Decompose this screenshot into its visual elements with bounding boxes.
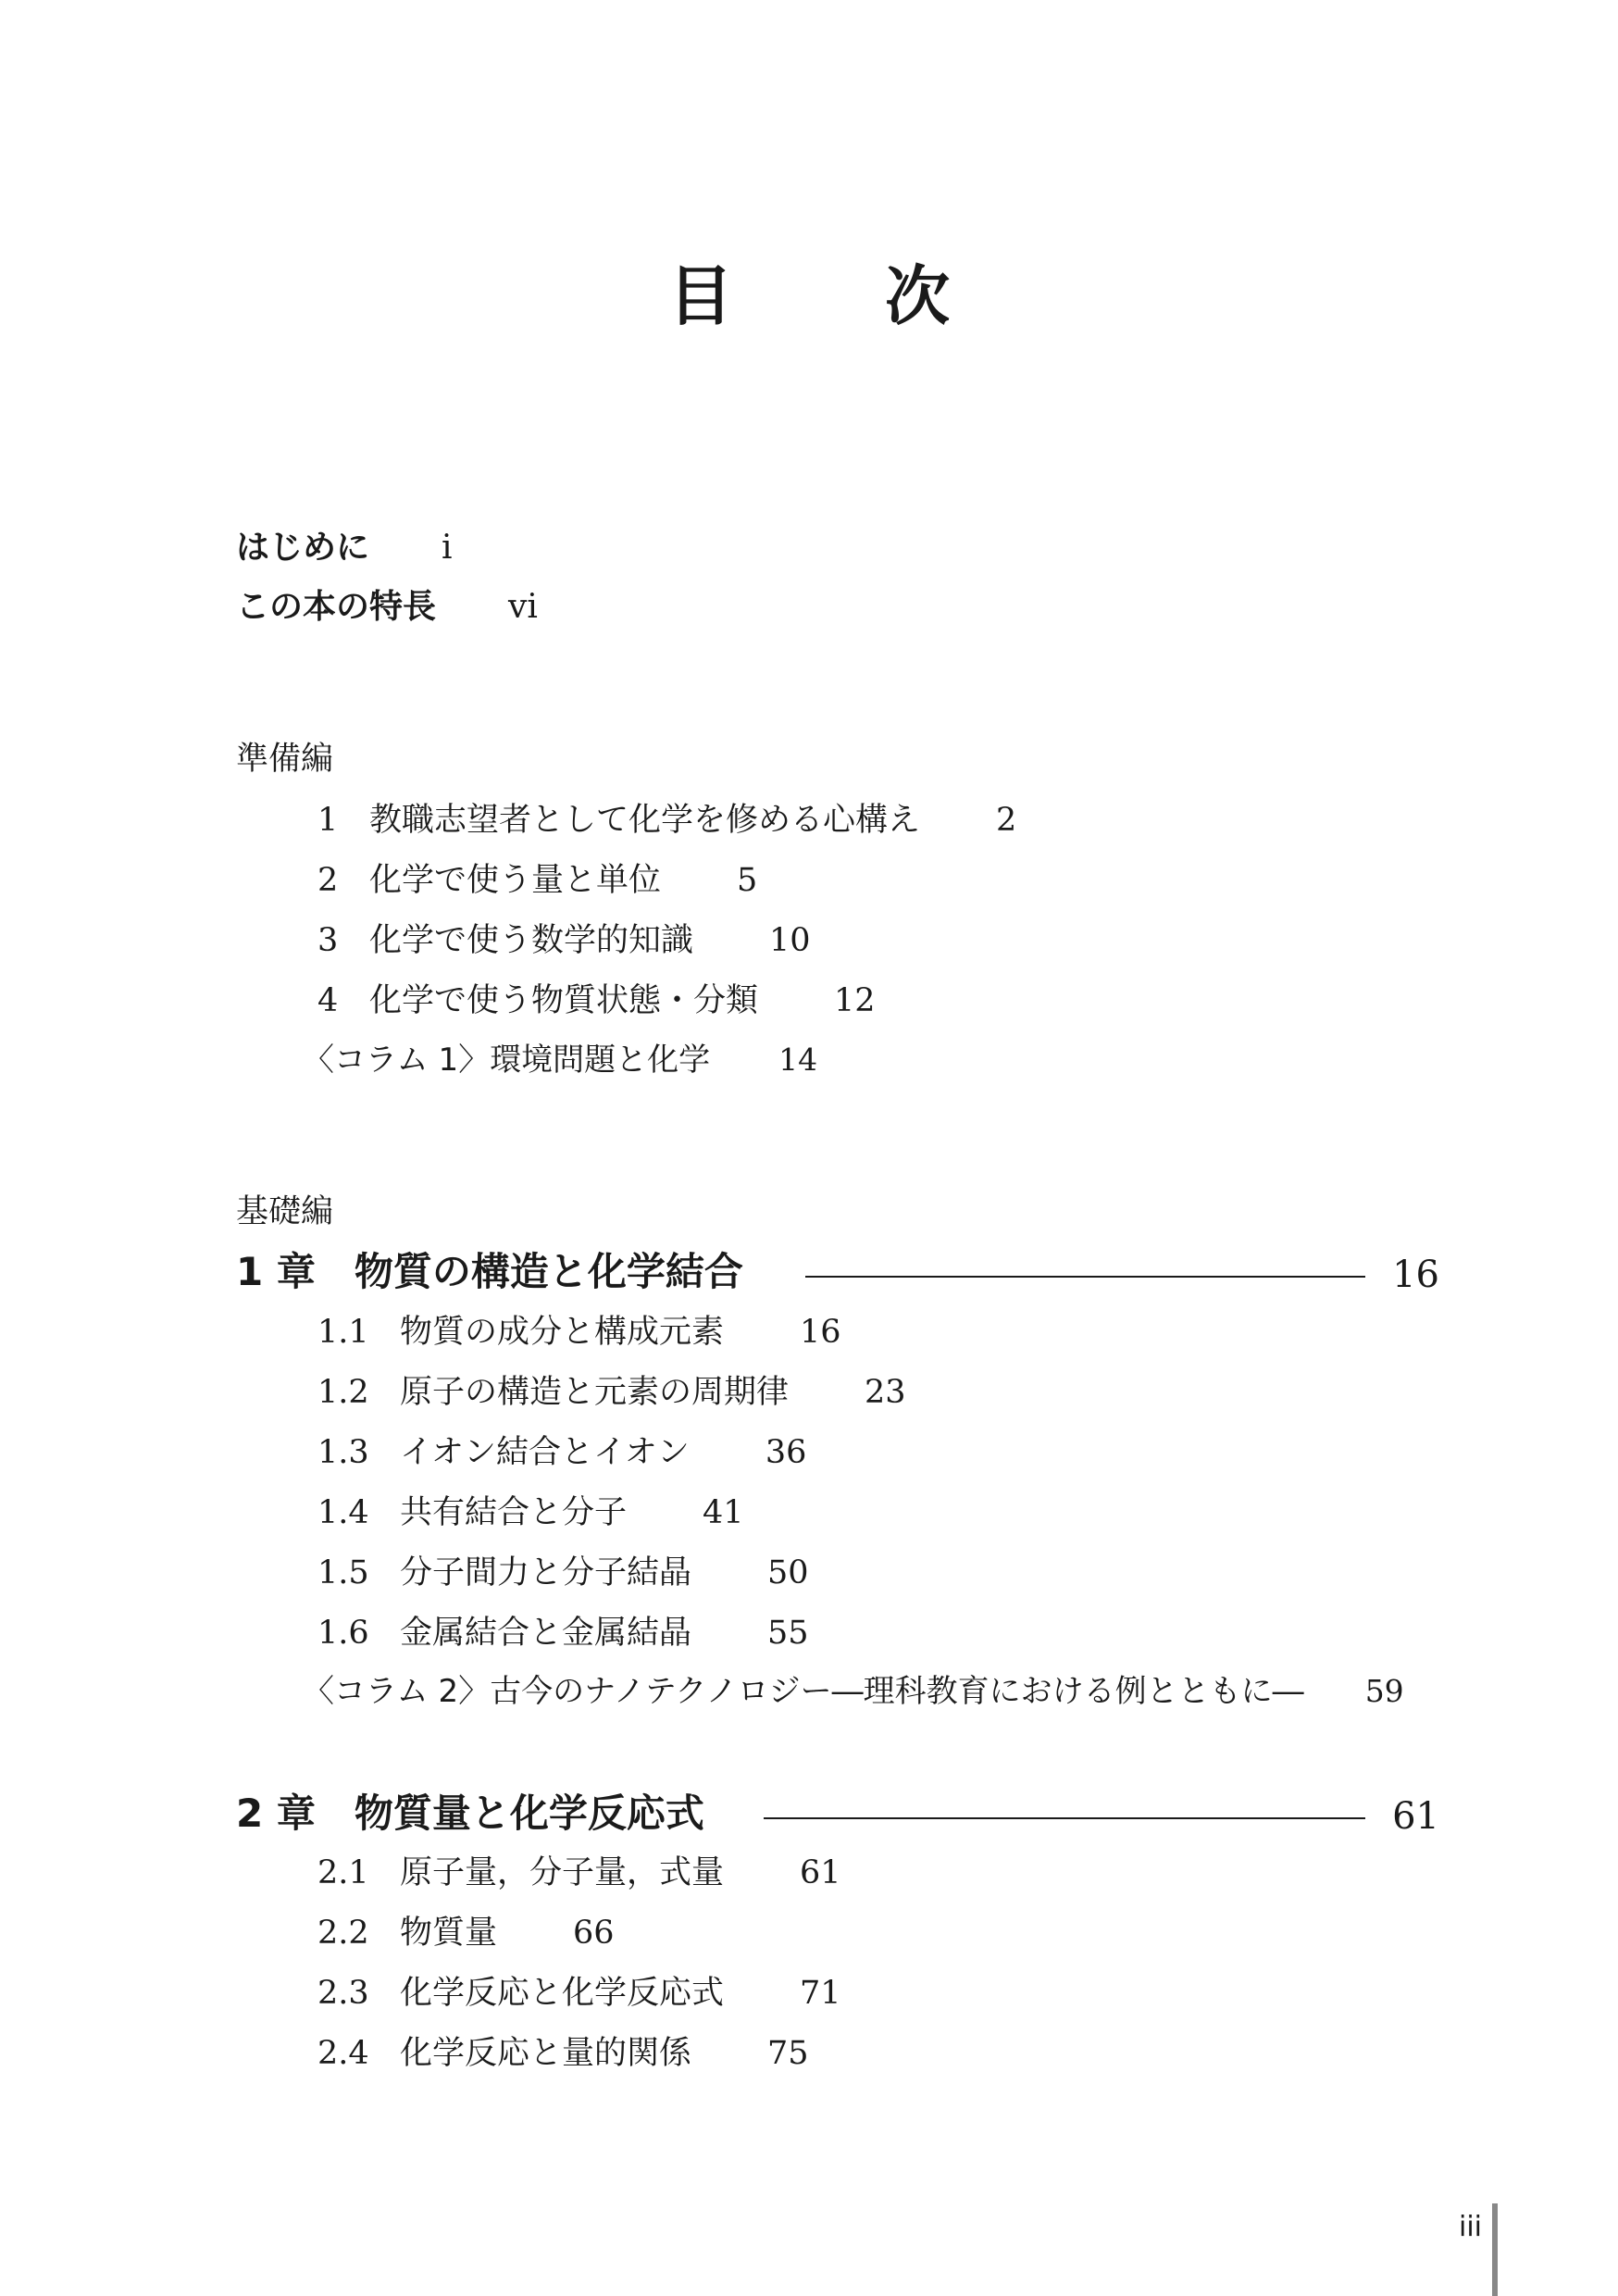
toc-item-label: 金属結合と金属結晶 — [400, 1615, 692, 1652]
leader-rule — [805, 1276, 1365, 1278]
toc-column-label: 〈コラム 2〉古今のナノテクノロジー―理科教育における例とともに― — [303, 1673, 1304, 1710]
toc-item-label: 化学反応と量的関係 — [400, 2035, 692, 2072]
toc-item-label: 化学反応と化学反応式 — [400, 1975, 725, 2012]
toc-item[interactable] — [317, 982, 876, 1019]
toc-label: この本の特長 — [236, 588, 437, 626]
toc-label: はじめに — [236, 529, 370, 567]
toc-item-label: 原子量，分子量，式量 — [400, 1854, 725, 1891]
toc-item[interactable] — [317, 1374, 906, 1411]
toc-item-page: 71 — [800, 1975, 841, 2012]
toc-item-page: 10 — [769, 922, 811, 959]
toc-item-label: 物質の成分と構成元素 — [400, 1314, 725, 1351]
toc-item[interactable] — [317, 1975, 841, 2012]
leader-rule — [764, 1817, 1365, 1819]
toc-item[interactable] — [317, 922, 811, 959]
toc-item-label: 分子間力と分子結晶 — [400, 1554, 692, 1591]
part-heading-prep: 準備編 — [236, 741, 334, 778]
toc-item-page: 12 — [834, 982, 876, 1019]
part-heading-basic: 基礎編 — [236, 1193, 334, 1230]
toc-item[interactable] — [317, 1554, 809, 1591]
toc-item-number: 2 — [317, 862, 339, 899]
toc-item-number: 2.1 — [317, 1854, 369, 1891]
edge-bar — [1492, 2203, 1498, 2296]
toc-item-page: 23 — [865, 1374, 906, 1411]
toc-item-number: 4 — [317, 982, 339, 1019]
toc-page: vi — [508, 588, 538, 626]
toc-chapter-page: 16 — [1392, 1254, 1439, 1296]
toc-item-number: 1 — [317, 802, 339, 839]
toc-item-number: 2.3 — [317, 1975, 369, 2012]
toc-column-page: 14 — [778, 1042, 818, 1078]
toc-column-page: 59 — [1364, 1673, 1404, 1709]
toc-column-2[interactable] — [303, 1673, 1404, 1710]
toc-item-number: 2.4 — [317, 2035, 369, 2072]
toc-item[interactable] — [317, 1434, 807, 1471]
toc-item-number: 1.5 — [317, 1554, 369, 1591]
page-number: iii — [1459, 2211, 1483, 2243]
toc-item-page: 75 — [767, 2035, 809, 2072]
toc-item-page: 41 — [703, 1494, 744, 1531]
toc-item-number: 1.4 — [317, 1494, 369, 1531]
toc-item-label: 原子の構造と元素の周期律 — [400, 1374, 790, 1411]
toc-item-number: 1.2 — [317, 1374, 369, 1411]
toc-item-number: 1.3 — [317, 1434, 369, 1471]
toc-item-page: 50 — [767, 1554, 809, 1591]
toc-page: i — [442, 529, 453, 567]
toc-front-preface[interactable] — [236, 531, 453, 565]
toc-column-label: 〈コラム 1〉環境問題と化学 — [303, 1042, 711, 1079]
toc-item-label: 共有結合と分子 — [400, 1494, 628, 1531]
toc-item-page: 5 — [737, 862, 758, 899]
toc-item-number: 2.2 — [317, 1915, 369, 1952]
toc-chapter-1[interactable] — [236, 1249, 1439, 1299]
toc-item-number: 3 — [317, 922, 339, 959]
toc-item-label: 教職志望者として化学を修める心構え — [369, 802, 921, 839]
toc-item-page: 2 — [996, 802, 1017, 839]
toc-item-label: 物質量 — [400, 1915, 498, 1952]
toc-item-page: 61 — [800, 1854, 841, 1891]
toc-item[interactable] — [317, 802, 1017, 839]
toc-item[interactable] — [317, 2035, 809, 2072]
toc-item-page: 16 — [800, 1314, 841, 1351]
page-title: 目 次 — [667, 258, 1015, 334]
toc-item[interactable] — [317, 1617, 809, 1650]
toc-item[interactable] — [317, 1494, 744, 1531]
toc-front-features[interactable] — [236, 588, 538, 626]
toc-item[interactable] — [317, 862, 758, 899]
toc-item-label: 化学で使う物質状態・分類 — [369, 982, 759, 1019]
toc-item[interactable] — [317, 1917, 615, 1950]
toc-column-1[interactable] — [303, 1042, 818, 1079]
toc-item-page: 66 — [573, 1915, 615, 1952]
toc-item-number: 1.6 — [317, 1615, 369, 1652]
toc-item-page: 55 — [767, 1615, 809, 1652]
toc-chapter-label: 2 章 物質量と化学反応式 — [236, 1791, 704, 1836]
toc-item-label: イオン結合とイオン — [400, 1434, 690, 1471]
toc-chapter-label: 1 章 物質の構造と化学結合 — [236, 1249, 743, 1294]
toc-item-page: 36 — [765, 1434, 807, 1471]
toc-item[interactable] — [317, 1854, 841, 1891]
toc-item-label: 化学で使う量と単位 — [369, 862, 662, 899]
toc-chapter-2[interactable] — [236, 1791, 1439, 1841]
toc-item-label: 化学で使う数学的知識 — [369, 922, 694, 959]
toc-chapter-page: 61 — [1392, 1795, 1439, 1838]
toc-item-number: 1.1 — [317, 1314, 369, 1351]
toc-item[interactable] — [317, 1316, 841, 1349]
